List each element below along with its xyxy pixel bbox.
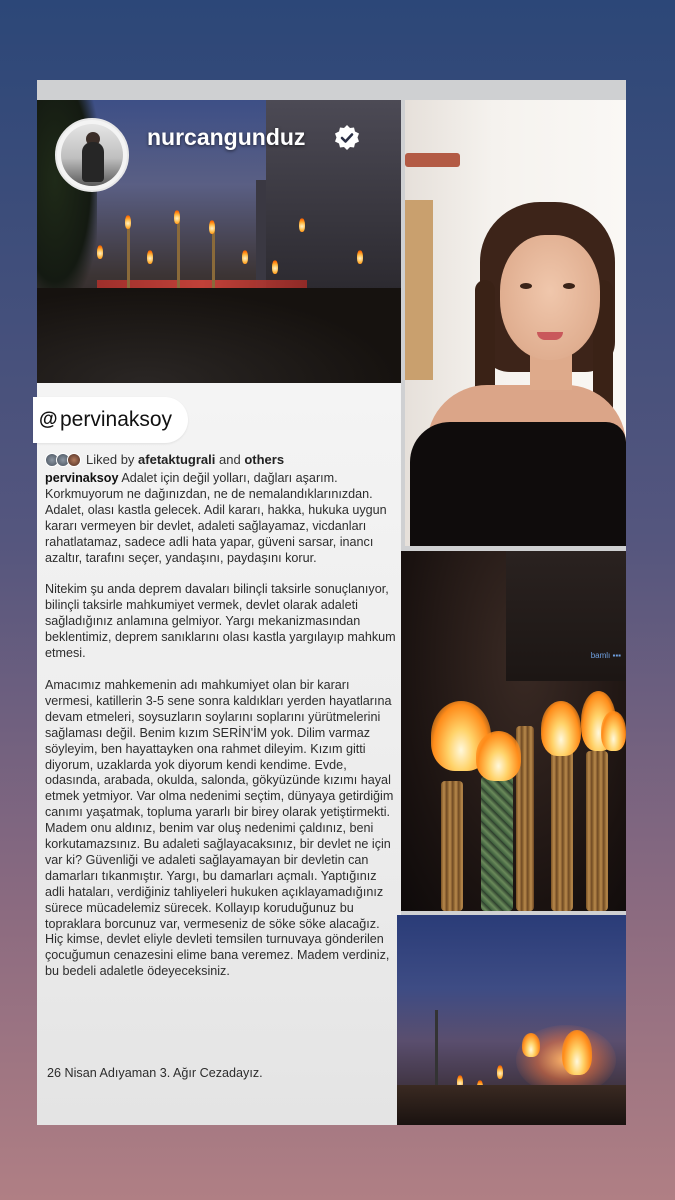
torch-flame: [97, 245, 103, 259]
torch-flame: [522, 1033, 540, 1057]
story-collage: [37, 80, 626, 1125]
liked-by-row[interactable]: [45, 452, 284, 467]
bamboo-torch: [551, 741, 573, 911]
torch-flame: [541, 701, 581, 756]
torch-stick: [212, 230, 215, 290]
torch-flame: [562, 1030, 592, 1075]
crowd-silhouette: [37, 288, 401, 383]
woven-torch: [481, 776, 513, 911]
liker-avatar: [67, 453, 81, 467]
bamboo-torch: [586, 751, 608, 911]
torch-flame: [209, 220, 215, 234]
caption-paragraph-1: [45, 471, 397, 566]
street-night-photo: [397, 915, 626, 1125]
bamboo-torch: [441, 781, 463, 911]
torch-flame: [357, 250, 363, 264]
eye-right: [563, 283, 575, 289]
caption-author[interactable]: pervinaksoy: [45, 471, 119, 485]
torch-stick: [127, 225, 130, 295]
torch-flame: [125, 215, 131, 229]
post-caption: [45, 471, 397, 996]
black-dress: [410, 422, 626, 546]
street-light: [299, 218, 305, 232]
liked-and: and: [218, 452, 241, 467]
threads-post-card: [37, 383, 401, 1125]
closing-line: 26 Nisan Adıyaman 3. Ağır Cezadayız.: [47, 1066, 263, 1080]
threads-handle: pervinaksoy: [60, 408, 173, 431]
torch-flame: [147, 250, 153, 264]
store-sign: bamlı ▪▪▪: [590, 651, 621, 660]
torch-flame: [497, 1065, 503, 1079]
building-night: [506, 551, 626, 681]
face: [500, 235, 600, 360]
verified-badge-icon: [333, 124, 361, 152]
liked-others[interactable]: others: [244, 452, 285, 467]
caption-paragraph-3: Amacımız mahkemenin adı mahkumiyet olan bir kararı vermesi, katillerin 3-5 sene sonra kaldıkları yerden hayatlarına devam etmeleri, soysuzların soylarını soplarını yürütmelerini sağlaması değil. Benim kızım SERİN'İM yok. Dilim varmaz söyleyim, ben hayattayken ona rahmet dileyim. Kızım gitti diyorum, uzaklarda yok diyorum kendi kendime. Evde, odasında, arabada, okulda, salonda, gökyüzünde kızımı hayal etmek yetmiyor. Var olma nedenimi seçtim, dünyaya getirdiğim canımı yaşatmak, topluma yararlı bir birey olarak yetiştirmekti. Madem onu aldınız, benim var oluş nedenimi çaldınız, beni korkutamazsınız. Bu adaleti sağlayacaksınız, bir devlet ne için var ki? Güvenliği ve adaleti sağlayamayan bir devletin can damarları tıkanmıştır. Yargı, bu damarları açmalı. Yaptığınız adli hataları, verdiğiniz tahliyeleri hukuken açıklayamadığınız sürece mücadelemiz sürecek. Kollayıp koruduğunuz bu topraklara borcunuz var, vermeseniz de söke söke alacağız. Hiç kimse, devlet eliyle devleti temsilen turnuvaya gönderilen çocuğumun cenazesini elime bana veremez. Madem verdiniz, bu bedeli adaletle ödeyeceksiniz.: [45, 677, 394, 979]
torch-march-photo: [37, 100, 401, 383]
torches-closeup-photo: [401, 551, 626, 911]
girl-portrait-photo: [405, 100, 626, 546]
crowd-silhouette: [397, 1085, 626, 1125]
smile: [537, 332, 563, 340]
profile-username[interactable]: nurcangunduz: [147, 124, 306, 150]
profile-avatar[interactable]: [55, 118, 129, 192]
torch-flame: [601, 711, 626, 751]
threads-handle-tag[interactable]: [33, 397, 188, 443]
torch-flame: [242, 250, 248, 264]
door-frame: [405, 200, 433, 380]
liked-by-text: [86, 452, 284, 467]
liked-prefix: Liked by: [86, 452, 135, 467]
liked-user[interactable]: afetaktugrali: [138, 452, 216, 467]
roof-tile: [405, 153, 460, 167]
caption-paragraph-2: Nitekim şu anda deprem davaları bilinçli taksirle sonuçlanıyor, bilinçli taksirle mahkumiyet vermek, devlet olarak adaleti sağladığınız anlamına gelmiyor. Yargı mekanizmasından beklentimiz, deprem sanıklarını olası kastla yargılayıp mahkum etmesi.: [45, 582, 396, 661]
torch-flame: [272, 260, 278, 274]
torch-flame: [174, 210, 180, 224]
eye-left: [520, 283, 532, 289]
caption-text-1: Adalet için değil yolları, dağları aşarım. Korkmuyorum ne dağınızdan, ne de nemalandıklarınızdan. Adalet, olası kastla gelecek. Adil kararı, hakka, hukuka uygun kararı vermeyen bir devlet, adaleti sağlayamaz, vicdanları rahatlatamaz, sadece adli hata yapar, güveni sarsar, inancı azaltır, tarafını seçer, yandaşını, paydaşını korur.: [45, 471, 387, 565]
threads-icon: @: [39, 409, 58, 430]
avatar-person: [82, 142, 104, 182]
torch-flame: [476, 731, 521, 781]
